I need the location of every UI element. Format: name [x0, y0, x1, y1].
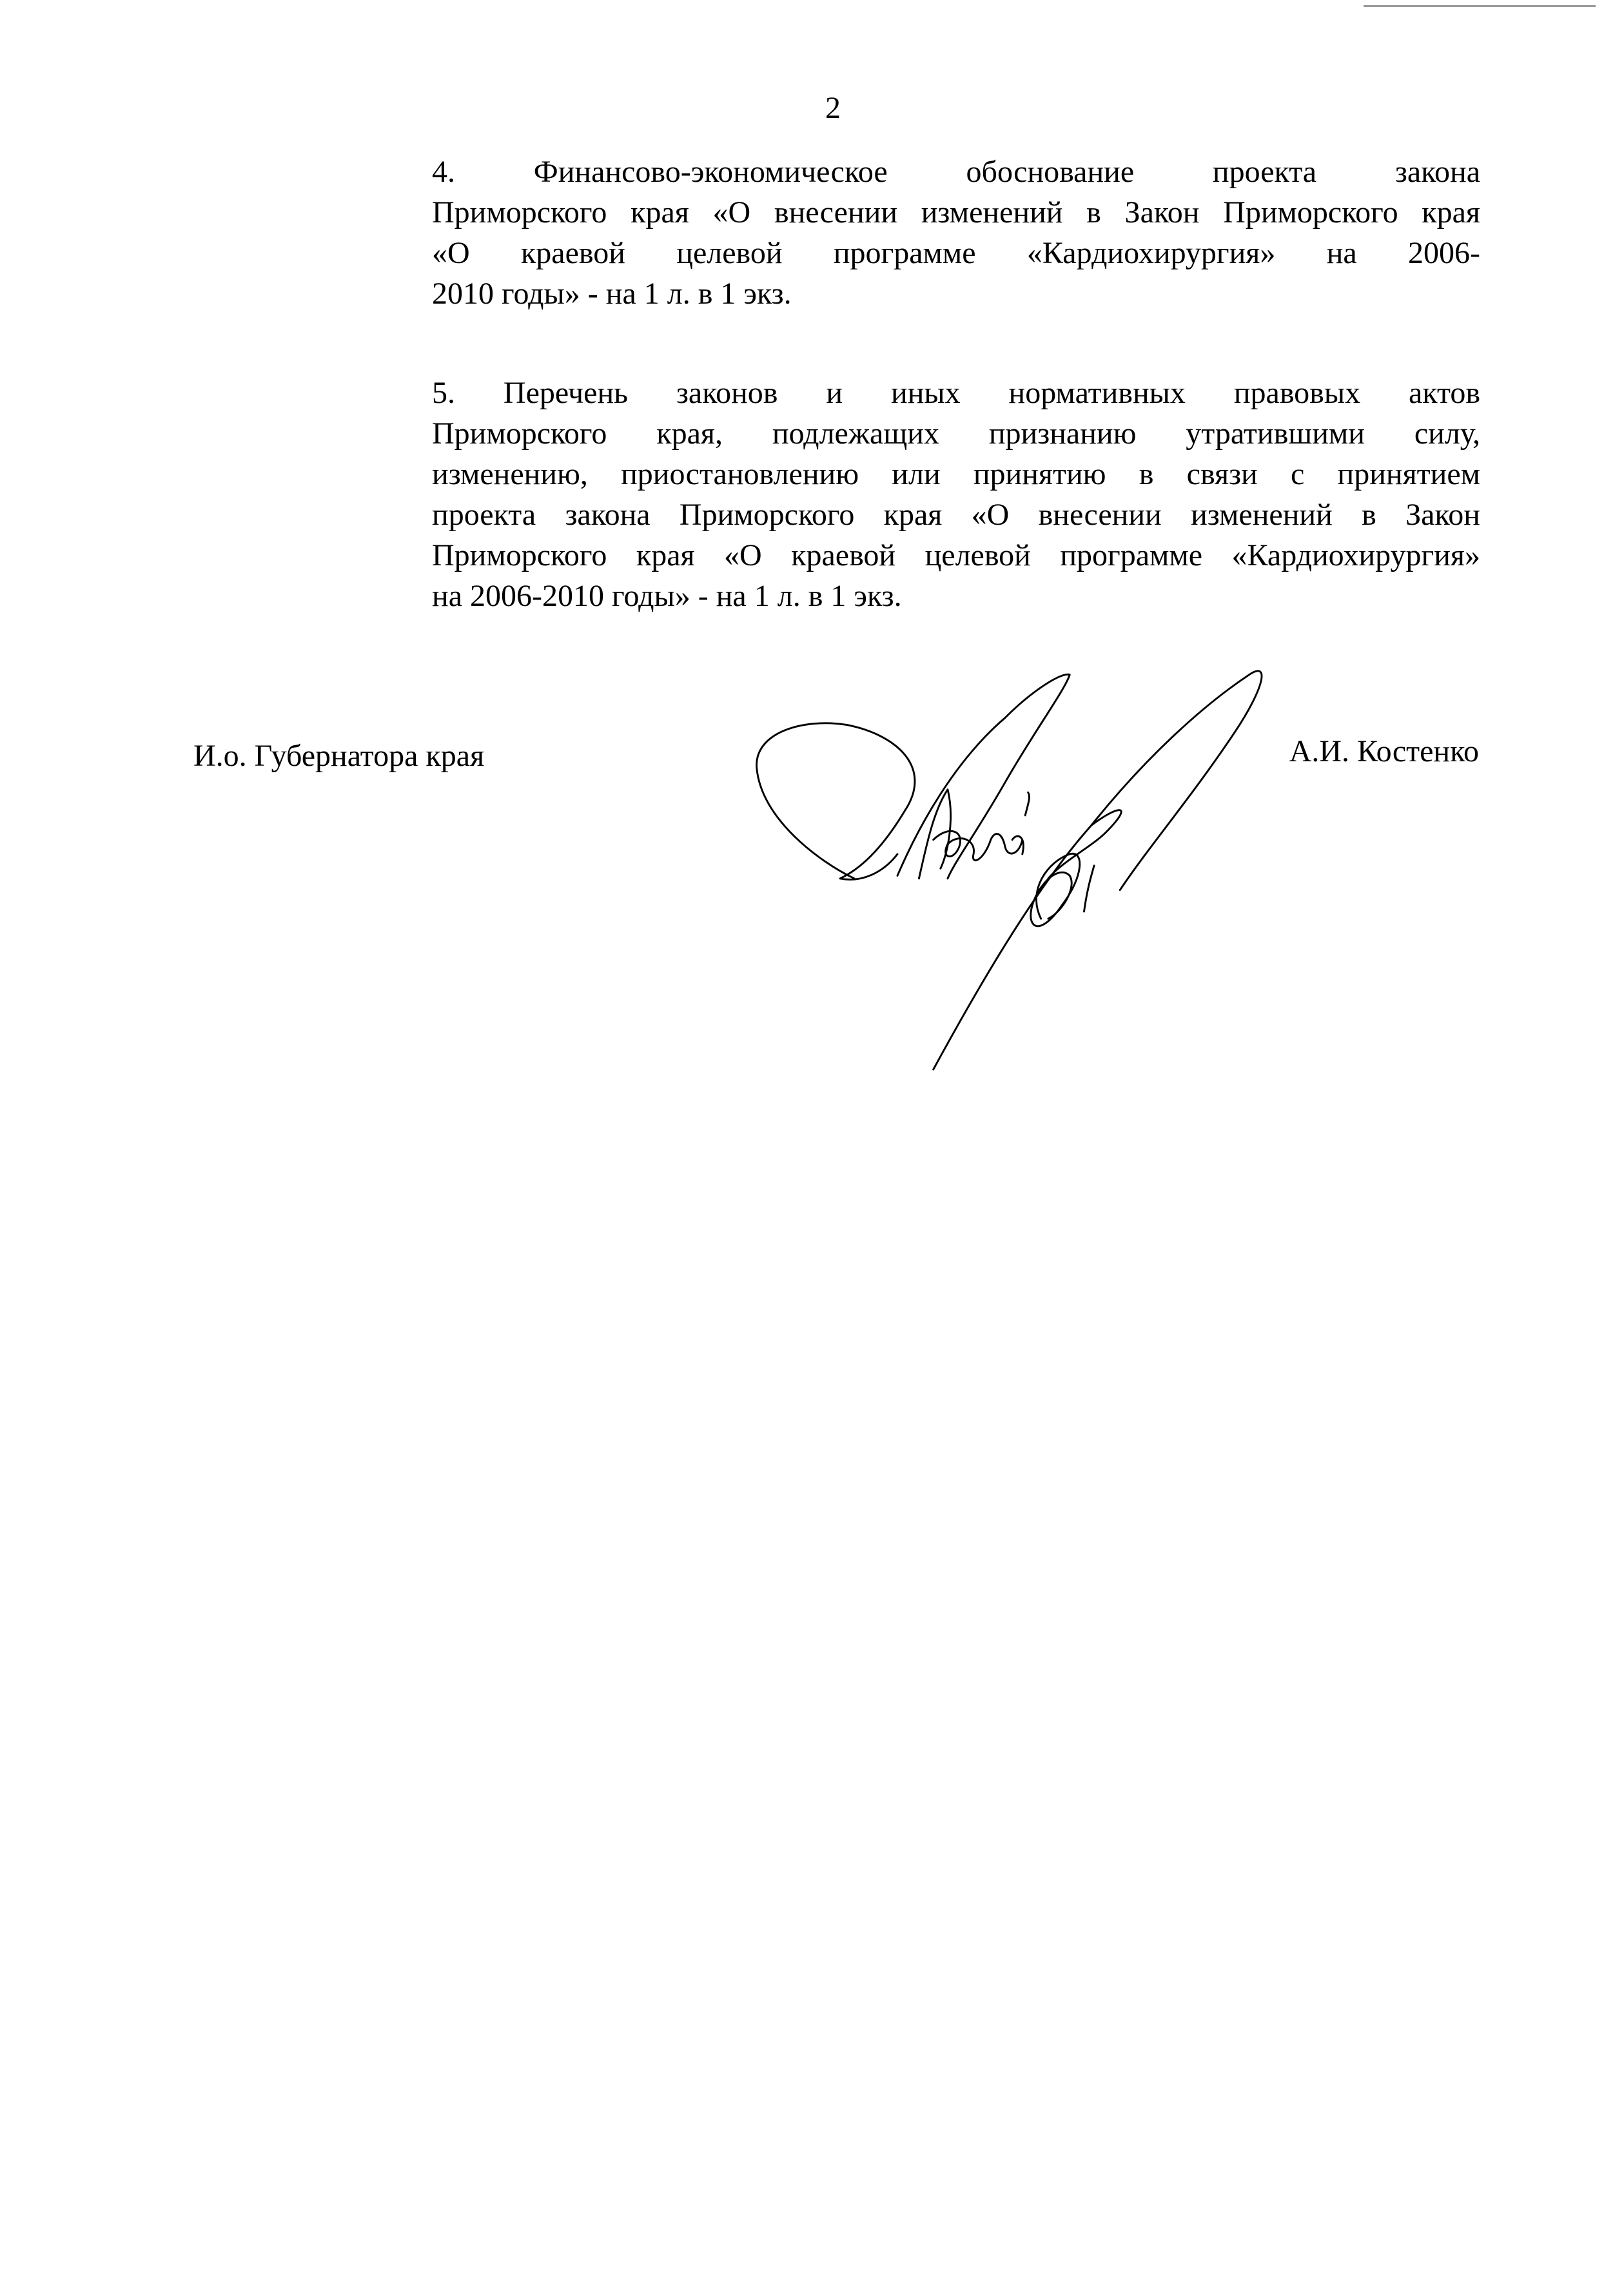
signatory-name: А.И. Костенко	[1289, 734, 1479, 768]
text-line: проекта закона Приморского края «О внесении изменений в Закон	[432, 498, 1480, 532]
text-line: 4. Финансово-экономическое обоснование проекта закона	[432, 155, 1480, 189]
text-line: Приморского края «О внесении изменений в Закон Приморского края	[432, 195, 1480, 229]
text-line: Приморского края, подлежащих признанию утратившими силу,	[432, 416, 1480, 451]
signatory-position: И.о. Губернатора края	[193, 739, 485, 773]
text-line: на 2006-2010 годы» - на 1 л. в 1 экз.	[432, 579, 902, 613]
text-line: «О краевой целевой программе «Кардиохирургия» на 2006-	[432, 236, 1480, 270]
text-line: Приморского края «О краевой целевой программе «Кардиохирургия»	[432, 538, 1480, 572]
text-line: 2010 годы» - на 1 л. в 1 экз.	[432, 277, 792, 311]
text-line: 5. Перечень законов и иных нормативных правовых актов	[432, 376, 1480, 410]
text-line: изменению, приостановлению или принятию в связи с принятием	[432, 457, 1480, 491]
page-number: 2	[825, 91, 841, 125]
